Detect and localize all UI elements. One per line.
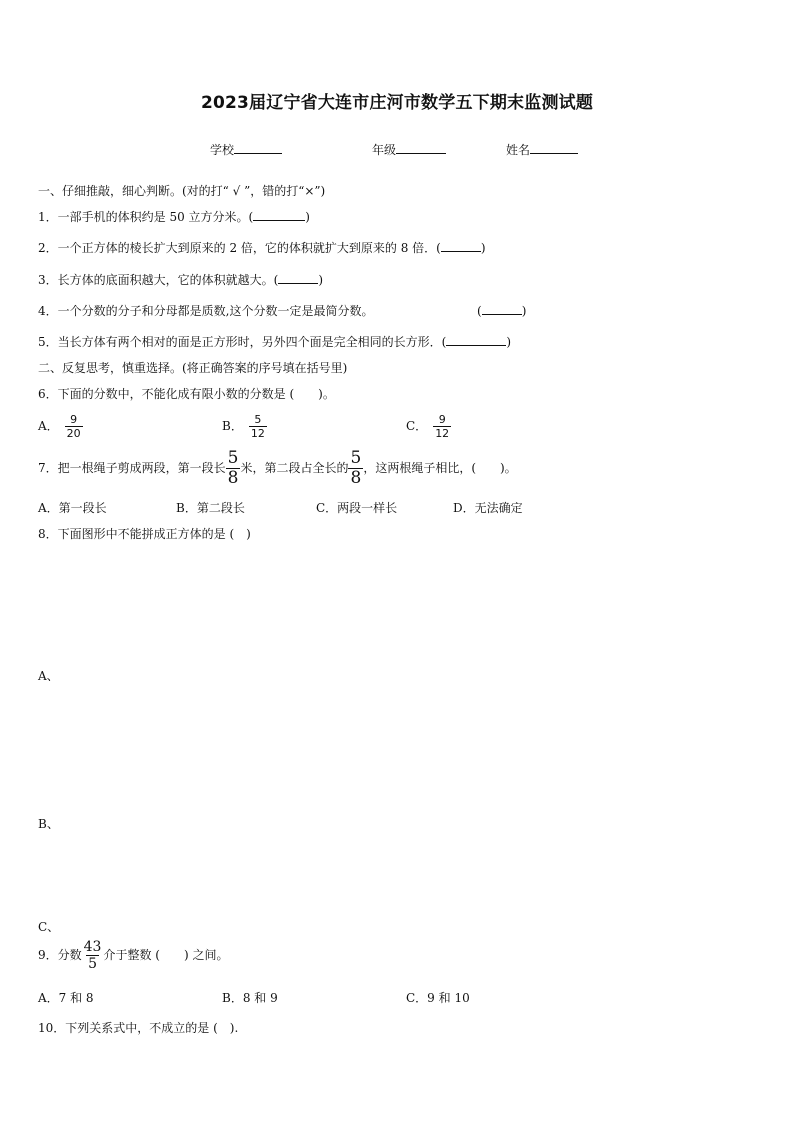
school-label: 学校 [210,143,235,157]
question-7 [38,450,517,487]
fraction-numerator: 9 [70,413,78,426]
question-9-option-a[interactable]: A．7 和 8 [38,991,94,1005]
question-3-close: ) [318,273,324,287]
question-8-option-a[interactable]: A、 [38,669,59,683]
grade-field[interactable] [372,141,446,158]
question-7-fraction-2 [348,450,363,487]
option-c-label: C． [406,419,428,433]
question-9-text-1: 9．分数 [38,948,82,962]
question-7-text-2: 米，第二段占全长的 [240,461,349,475]
section-1-heading: 一、仔细推敲，细心判断。(对的打“ √ ”，错的打“×”) [38,184,326,198]
question-4-answer [477,302,526,318]
question-5-text: 5．当长方体有两个相对的面是正方形时，另外四个面是完全相同的长方形．( [38,335,447,349]
question-1-close: ) [305,210,310,224]
answer-blank-2[interactable] [441,239,481,252]
question-8: 8．下面图形中不能拼成正方体的是 ( ) [38,527,251,541]
name-field[interactable] [506,141,578,158]
page-title: 2023届辽宁省大连市庄河市数学五下期末监测试题 [200,93,594,113]
fraction-denominator: 5 [88,956,98,972]
question-1-text: 1．一部手机的体积约是 50 立方分米。( [38,210,254,224]
fraction-denominator: 8 [350,468,362,488]
question-6-option-a[interactable] [38,414,83,439]
option-a-fraction [65,414,83,439]
question-2 [38,239,486,256]
answer-blank-4[interactable] [482,302,522,315]
answer-blank-3[interactable] [278,271,318,284]
question-6: 6．下面的分数中，不能化成有限小数的分数是 ( )。 [38,387,335,401]
fraction-denominator: 12 [250,427,265,440]
fraction-numerator: 5 [350,448,362,468]
question-10: 10．下列关系式中，不成立的是 ( ). [38,1021,239,1035]
school-field[interactable] [210,141,282,158]
school-blank[interactable] [234,141,282,154]
question-5 [38,333,511,350]
fraction-denominator: 8 [227,468,239,488]
fraction-denominator: 20 [66,427,81,440]
fraction-numerator: 5 [254,413,262,426]
question-9-option-c[interactable]: C．9 和 10 [406,991,470,1005]
question-7-text-1: 7．把一根绳子剪成两段，第一段长 [38,461,226,475]
question-7-text-3: ，这两根绳子相比，( )。 [363,461,517,475]
fraction-numerator: 43 [83,939,102,955]
question-7-option-a[interactable]: A．第一段长 [38,501,107,515]
question-2-text: 2．一个正方体的棱长扩大到原来的 2 倍，它的体积就扩大到原来的 8 倍．( [38,241,441,255]
answer-blank-5[interactable] [446,333,506,346]
fraction-numerator: 9 [438,413,446,426]
question-7-fraction-1 [226,450,241,487]
question-9-text-2: 介于整数 ( ) 之间。 [103,948,229,962]
name-blank[interactable] [530,141,578,154]
question-8-option-b[interactable]: B、 [38,817,59,831]
question-7-option-c[interactable]: C．两段一样长 [316,501,398,515]
question-4-open: ( [477,304,482,318]
question-9-option-b[interactable]: B．8 和 9 [222,991,278,1005]
option-c-fraction [433,414,451,439]
name-label: 姓名 [506,143,531,157]
option-b-label: B． [222,419,243,433]
answer-blank-1[interactable] [253,208,305,221]
question-1 [38,208,310,225]
grade-blank[interactable] [396,141,446,154]
question-7-option-d[interactable]: D．无法确定 [453,501,523,515]
question-3-text: 3．长方体的底面积越大，它的体积就越大。( [38,273,279,287]
option-b-fraction [249,414,267,439]
question-7-option-b[interactable]: B．第二段长 [176,501,245,515]
question-8-option-c[interactable]: C、 [38,920,60,934]
fraction-numerator: 5 [227,448,239,468]
question-6-option-b[interactable] [222,414,267,439]
question-5-close: ) [506,335,512,349]
question-3 [38,271,323,288]
question-9-fraction [82,940,104,971]
grade-label: 年级 [372,143,397,157]
section-2-heading: 二、反复思考，慎重选择。(将正确答案的序号填在括号里) [38,361,348,375]
question-4-close: ) [521,304,527,318]
question-2-close: ) [480,241,486,255]
question-4-text: 4．一个分数的分子和分母都是质数,这个分数一定是最简分数。 [38,304,374,318]
option-a-label: A． [38,419,59,433]
question-9 [38,940,228,971]
question-4 [38,302,373,319]
fraction-denominator: 12 [435,427,450,440]
question-6-option-c[interactable] [406,414,451,439]
